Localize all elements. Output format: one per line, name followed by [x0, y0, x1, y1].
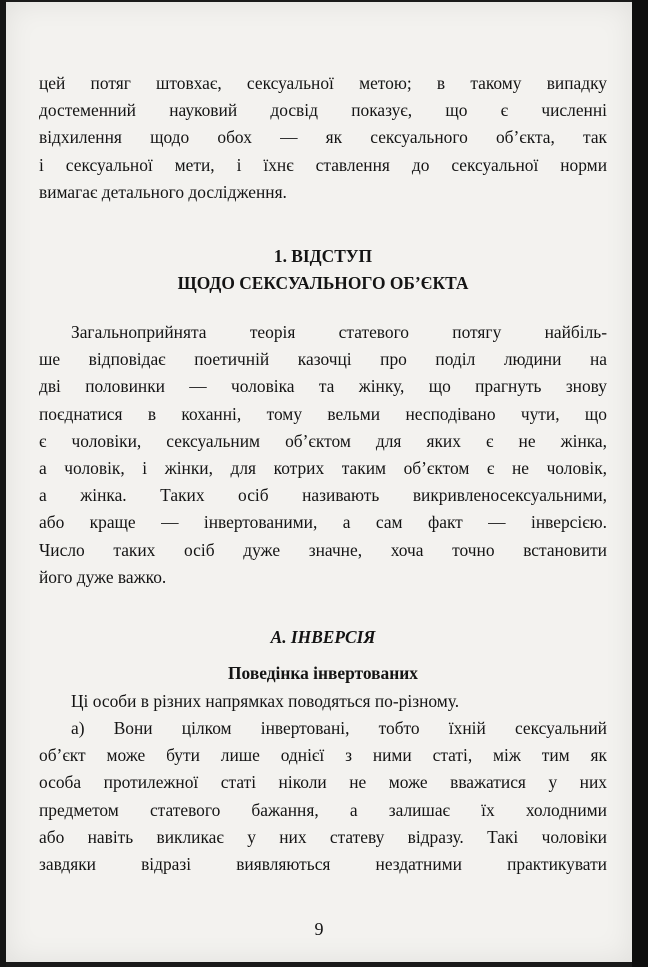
text-line: цей потяг штовхає, сексуальної метою; в такому випадку	[39, 73, 607, 93]
paragraph-behavior	[39, 688, 607, 715]
book-page	[6, 2, 632, 962]
section-heading-line1: 1. ВІДСТУП	[273, 246, 373, 266]
text-line: об’єкт може бути лише однієї з ними статі, між тим як	[39, 745, 607, 766]
text-line: поєднатися в коханні, тому вельми несподівано чути, що	[39, 403, 607, 424]
text-line: вимагає детального дослідження.	[39, 181, 287, 202]
page-number: 9	[314, 919, 324, 939]
paragraph-a	[39, 715, 607, 878]
text-line: особа протилежної статі ніколи не може вважатися у них	[39, 772, 607, 793]
text-line: відхилення щодо обох — як сексуального об’єкта, так	[39, 127, 607, 148]
scan-right-edge	[632, 0, 648, 967]
text-line: дві половинки — чоловіка та жінку, що прагнуть знову	[39, 376, 607, 397]
text-line: і сексуальної мети, і їхнє ставлення до сексуальної норми	[39, 154, 607, 175]
text-line: ше відповідає поетичній казочці про поділ людини на	[39, 349, 607, 370]
text-line: завдяки відразі виявляються нездатними практикувати	[39, 854, 607, 875]
text-line: а чоловік, і жінки, для котрих таким об’єктом є не чоловік,	[39, 458, 607, 479]
text-line: Число таких осіб дуже значне, хоча точно встановити	[39, 539, 607, 560]
text-line: або навіть викликає у них статеву відразу. Такі чоловіки	[39, 826, 607, 847]
text-line: достеменний науковий досвід показує, що є численні	[39, 100, 607, 121]
section-heading	[39, 243, 607, 297]
subsection-heading: А. ІНВЕРСІЯ	[270, 627, 376, 647]
paragraph-main	[39, 319, 607, 591]
text-line: а) Вони цілком інвертовані, тобто їхній сексуальний	[71, 718, 607, 738]
text-line: його дуже важко.	[39, 566, 167, 587]
text-line: Загальноприйнята теорія статевого потягу найбіль-	[71, 322, 607, 342]
text-line: або краще — інвертованими, а сам факт — інверсією.	[39, 512, 607, 533]
section-heading-line2: ЩОДО СЕКСУАЛЬНОГО ОБ’ЄКТА	[177, 273, 469, 293]
text-line: є чоловіки, сексуальним об’єктом для яких є не жінка,	[39, 430, 607, 451]
text-line: а жінка. Таких осіб називають викривленосексуальними,	[39, 485, 607, 506]
text-line: Ці особи в різних напрямках поводяться по-різному.	[71, 691, 460, 711]
text-line: предметом статевого бажання, а залишає їх холодними	[39, 799, 607, 820]
sub-subheading: Поведінка інвертованих	[228, 663, 418, 683]
paragraph-intro	[39, 70, 607, 206]
